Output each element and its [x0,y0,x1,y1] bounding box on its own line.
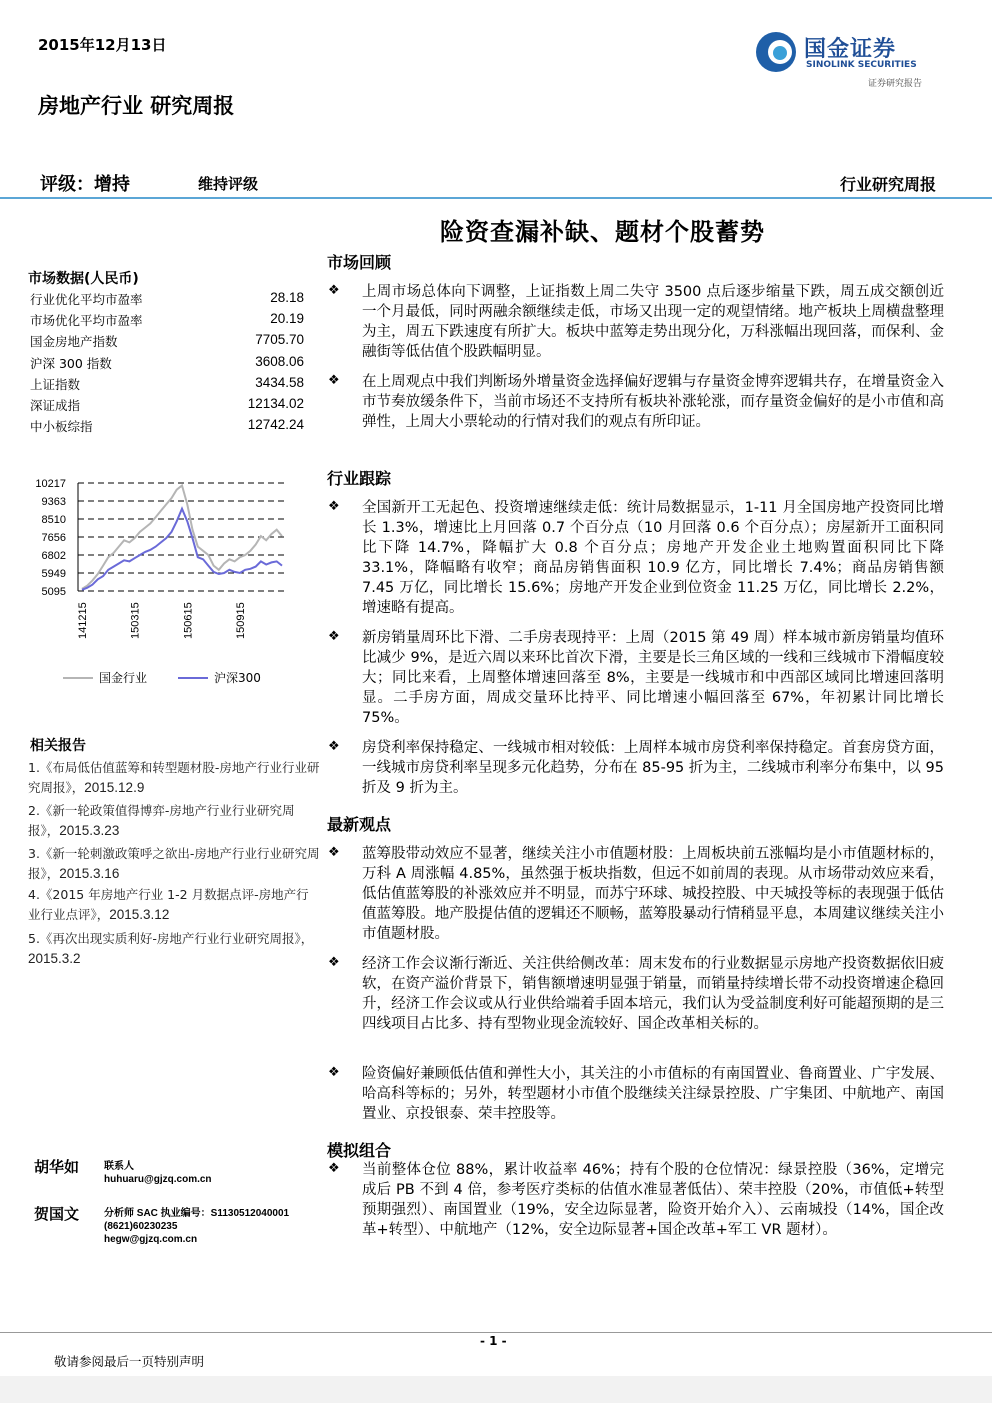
rating-maintain: 维持评级 [198,175,259,193]
bullet-text: 新房销量周环比下滑、二手房表现持平：上周（2015 第 49 周）样本城市新房销量均值环比减少 9%，是近六周以来环比首次下滑，主要是长三角区域的一线和三线城市下滑幅度较大；同比来看，上周整体增速回落至 8%，主要是一线城市和中西部区域同比增速回落明显。二手房方面，周成交量环比持平、同比增速小幅回落至 67%，年初累计同比增长 75%。 [362,630,944,726]
related-report-title: 1.《布局低估值蓝筹和转型题材股-房地产行业行业研究周报》， [28,760,320,795]
market-data-title: 市场数据(人民币) [28,271,139,287]
related-report-date: 2015.3.12 [109,907,170,922]
market-data-label: 国金房地产指数 [30,334,118,350]
bullet-diamond-icon: ❖ [328,955,340,970]
analyst-contact-line: huhuaru@gjzq.com.cn [104,1174,212,1185]
footer-divider [0,1332,992,1333]
x-tick-label: 150315 [129,602,142,639]
section-title: 市场回顾 [327,253,392,272]
bullet-diamond-icon: ❖ [328,373,340,388]
company-logo [756,30,946,92]
y-tick-label: 7656 [41,532,66,544]
market-data-row [30,332,304,350]
bullet-text: 当前整体仓位 88%，累计收益率 46%；持有个股的仓位情况：绿景控股（36%，定增完成后 PB 不到 4 倍，参考医疗类标的估值水准显著低估）、荣丰控股（20%，市值低+转型预期强烈）、南国置业（19%，安全边际显著，险资开始介入）、云南城投（14%，国企改革+转型）、中航地产（12%，安全边际显著+国企改革+军工 VR 题材）。 [362,1162,944,1238]
bullet-text: 全国新开工无起色、投资增速继续走低：统计局数据显示，1-11 月全国房地产投资同比增长 1.3%，增速比上月回落 0.7 个百分点（10 月回落 0.6 个百分点）；房屋新开工面积同比下降 14.7%，降幅扩大 0.8 个百分点；房地产开发企业土地购置面积同比下降 33.1%，降幅略有收窄；商品房销售面积 10.9 亿方，同比增长 7.4%；商品房销售额 7.45 万亿，同比增长 15.6%；房地产开发企业到位资金 11.25 万亿，同比增长 2.2%，增速略有提高。 [362,500,944,616]
market-data-label: 上证指数 [30,376,81,392]
related-report-date: 2015.12.9 [84,780,145,795]
related-report-item[interactable] [28,801,320,841]
related-report-title: 3.《新一轮刺激政策呼之欲出-房地产行业行业研究周报》， [28,846,320,881]
bullet-text: 经济工作会议渐行渐近、关注供给侧改革：周末发布的行业数据显示房地产投资数据依旧疲软，在资产溢价背景下，销售额增速明显强于销量，而销量持续增长带不动投资增速企稳回升，经济工作会议或从行业供给端着手固本培元，我们认为受益制度利好可能超预期的是三四线项目占比多、持有型物业现金流较好、国企改革相关标的。 [362,956,944,1032]
related-report-date: 2015.3.23 [59,823,120,838]
x-tick-label: 141215 [77,602,89,639]
y-tick-label: 9363 [41,496,66,509]
market-data-value: 12742.24 [247,417,304,433]
section-title: 模拟组合 [327,1141,392,1160]
analyst-contact [104,1160,212,1186]
related-report-title: 4.《2015 年房地产行业 1-2 月数据点评-房地产行业行业点评》， [28,887,309,922]
logo-mark-icon [756,32,796,72]
y-tick-label: 10217 [35,478,66,490]
logo-en-text: SINOLINK SECURITIES [806,60,917,70]
market-data-label: 中小板综指 [30,419,93,435]
bullet-diamond-icon: ❖ [328,1065,340,1080]
market-data-row [30,417,304,435]
page-title: 险资查漏补缺、题材个股蓄势 [440,217,765,246]
related-report-item[interactable] [28,929,320,969]
market-data-label: 市场优化平均市盈率 [30,313,143,329]
market-data-value: 20.19 [270,311,304,327]
market-data-label: 深证成指 [30,398,81,413]
related-report-date: 2015.3.16 [59,866,120,881]
analyst-contact [104,1207,289,1246]
rating-label: 评级：增持 [40,174,130,195]
market-data-value: 28.18 [270,290,304,305]
related-report-item[interactable] [28,885,320,925]
index-chart [28,470,298,700]
bullet-diamond-icon: ❖ [328,845,340,860]
footer-band [0,1376,992,1403]
bullet-diamond-icon: ❖ [328,499,340,514]
logo-sub-text: 证券研究报告 [868,79,923,89]
analyst-contact-line: (8621)60230235 [104,1221,178,1232]
related-report-title: 5.《再次出现实质利好-房地产行业行业研究周报》， [28,931,314,946]
market-data-row [30,396,304,414]
page-number: - 1 - [480,1334,507,1348]
legend-label: 沪深300 [214,671,261,685]
industry-title: 房地产行业 研究周报 [38,93,235,118]
market-data-row [30,375,304,393]
x-tick-label: 150915 [234,602,247,639]
report-date: 2015年12月13日 [38,36,167,54]
related-report-item[interactable] [28,844,320,884]
bullet-diamond-icon: ❖ [328,739,340,754]
bullet-text: 蓝筹股带动效应不显著，继续关注小市值题材股：上周板块前五涨幅均是小市值题材标的，万科 A 周涨幅 4.85%，虽然强于板块指数，但远不如前周的表现。从市场带动效应来看，低估值蓝筹股的补涨效应并不明显，而苏宁环球、城投控股、中天城投等标的表现强于低估值蓝筹股。地产股提估值的逻辑还不顺畅，蓝筹股暴动行情稍显平息，本周建议继续关注小市值题材股。 [362,846,944,942]
y-tick-label: 8510 [41,513,66,526]
market-data-value: 3434.58 [255,374,304,390]
logo-cn-text: 国金证券 [804,37,897,62]
header-divider [0,197,992,199]
bullet-text: 险资偏好兼顾低估值和弹性大小，其关注的小市值标的有南国置业、鲁商置业、广宇发展、哈高科等标的；另外，转型题材小市值个股继续关注绿景控股、广宇集团、中航地产、南国置业、京投银泰、荣丰控股等。 [362,1066,944,1122]
market-data-row [30,290,304,308]
bullet-text: 房贷利率保持稳定、一线城市相对较低：上周样本城市房贷利率保持稳定。首套房贷方面，一线城市房贷利率呈现多元化趋势，分布在 85-95 折为主，二线城市利率分布集中，以 95 折及 9 折为主。 [362,740,944,796]
bullet-text: 在上周观点中我们判断场外增量资金选择偏好逻辑与存量资金博弈逻辑共存，在增量资金入市节奏放缓条件下，当前市场还不支持所有板块补涨轮涨，而存量资金偏好的是小市值和高弹性，上周大小票轮动的行情对我们的观点有所印证。 [362,374,944,430]
market-data-label: 行业优化平均市盈率 [30,292,143,307]
bullet-diamond-icon: ❖ [328,1161,340,1176]
section-title: 行业跟踪 [327,469,392,488]
y-tick-label: 5095 [41,586,66,598]
market-data-value: 3608.06 [255,353,304,369]
related-reports-title: 相关报告 [30,738,86,754]
x-tick-label: 150615 [182,602,195,639]
chart-svg [28,470,298,700]
legend-label: 国金行业 [99,671,148,685]
market-data-value: 7705.70 [255,332,304,348]
related-report-date: 2015.3.2 [28,951,81,966]
bullet-text: 上周市场总体向下调整，上证指数上周二失守 3500 点后逐步缩量下跌，周五成交额创近一个月最低，同时两融余额继续走低，市场又出现一定的观望情绪。地产板块上周横盘整理为主，周五下跌速度有所扩大。板块中蓝筹走势出现分化，万科涨幅出现回落，而保利、金融街等低估值个股跌幅明显。 [362,284,944,360]
analyst-contact-line: 分析师 SAC 执业编号：S1130512040001 [104,1208,290,1219]
bullet-diamond-icon: ❖ [328,629,340,644]
market-data-row [30,311,304,329]
section-title: 最新观点 [327,815,392,834]
analyst-name: 贺国文 [34,1205,80,1223]
market-data-value: 12134.02 [247,396,304,411]
report-type: 行业研究周报 [839,175,936,194]
related-report-title: 2.《新一轮政策值得博弈-房地产行业行业研究周报》， [28,803,295,838]
market-data-label: 沪深 300 指数 [30,355,112,371]
bullet-diamond-icon: ❖ [328,283,340,298]
y-tick-label: 5949 [41,567,66,580]
analyst-name: 胡华如 [34,1158,80,1176]
analyst-contact-line: hegw@gjzq.com.cn [104,1234,198,1245]
y-tick-label: 6802 [41,550,66,563]
market-data-row [30,354,304,372]
related-report-item[interactable] [28,758,320,798]
analyst-contact-line: 联系人 [104,1161,134,1172]
disclaimer-note: 敬请参阅最后一页特别声明 [54,1354,205,1369]
